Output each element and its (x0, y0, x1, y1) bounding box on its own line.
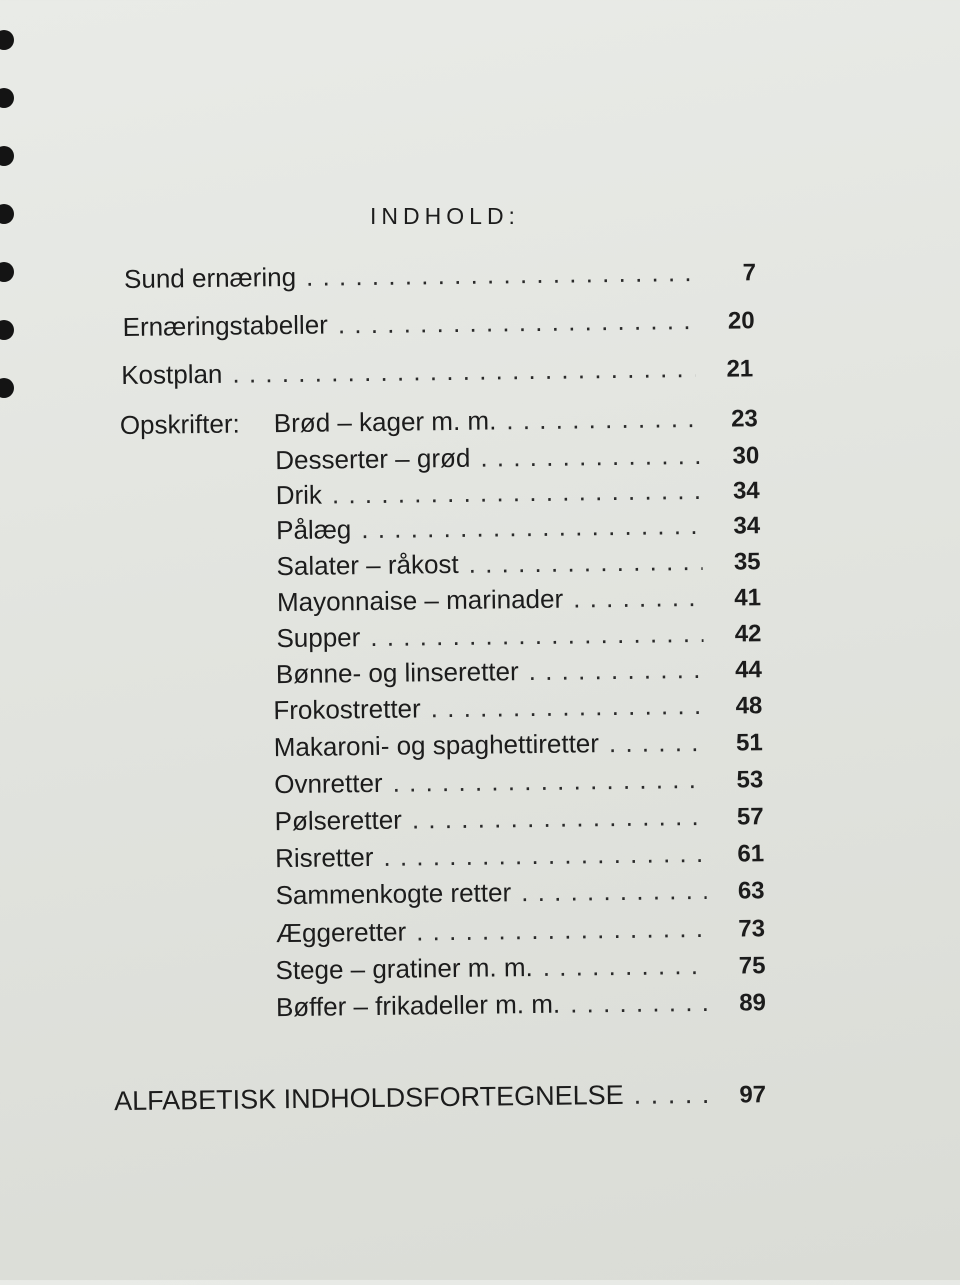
toc-entry-label: Pålæg (275, 514, 352, 546)
toc-entry-label: Sammenkogte retter (275, 877, 512, 911)
toc-entry-label: Drik (275, 479, 323, 511)
toc-row (275, 800, 764, 837)
toc-entry-label: Makaroni- og spaghettiretter (273, 728, 600, 763)
dot-leader (306, 257, 698, 293)
toc-entry-label: Salater – råkost (276, 548, 459, 582)
toc-page-number: 30 (732, 442, 760, 470)
toc-row (277, 581, 761, 618)
toc-entry-label: ALFABETISK INDHOLDSFORTEGNELSE (113, 1079, 624, 1117)
toc-entry-label: Kostplan (121, 358, 223, 390)
dot-leader (634, 1079, 709, 1111)
toc-page-number: 44 (735, 656, 763, 684)
recipes-label: Opskrifter: (119, 408, 240, 441)
toc-entry-label: Frokostretter (273, 693, 421, 726)
toc-entry-label: Ovnretter (274, 767, 383, 800)
dot-leader (570, 987, 708, 1020)
dot-leader (370, 618, 704, 653)
toc-row (274, 763, 763, 800)
dot-leader (416, 913, 707, 948)
dot-leader (543, 950, 708, 983)
toc-entry-label: Supper (276, 622, 361, 654)
toc-page-number: 23 (730, 405, 758, 433)
toc-row (275, 874, 764, 911)
toc-row (274, 726, 763, 763)
dot-leader (528, 654, 704, 687)
toc-entry-label: Sund ernæring (123, 261, 297, 294)
toc-row (124, 256, 756, 295)
toc-page-number: 34 (733, 512, 761, 540)
toc-row (121, 352, 753, 391)
toc-page-number: 20 (727, 307, 755, 335)
toc-page-number: 57 (736, 803, 764, 831)
toc-page-number: 89 (739, 989, 767, 1017)
page-title: INDHOLD: (370, 203, 520, 229)
toc-row (122, 304, 754, 343)
toc-page-number: 7 (742, 259, 757, 287)
toc-row (276, 986, 766, 1023)
toc-page-number: 73 (738, 915, 766, 943)
toc-entry-label: Pølseretter (274, 804, 403, 837)
toc-page-number: 53 (736, 766, 764, 794)
toc-page-number: 34 (732, 477, 760, 505)
toc-page-number: 61 (737, 840, 765, 868)
toc-page-number: 41 (734, 584, 762, 612)
toc-row (276, 653, 762, 690)
dot-leader (506, 403, 700, 436)
toc-page-number: 35 (733, 548, 761, 576)
dot-leader (392, 764, 705, 799)
toc-entry-label: Risretter (274, 841, 374, 874)
toc-row (276, 545, 760, 582)
dot-leader (609, 727, 705, 759)
toc-page-number: 75 (738, 952, 766, 980)
toc-page-number: 42 (734, 620, 762, 648)
toc-page-number: 51 (735, 729, 763, 757)
toc-entry-label: Æggeretter (275, 916, 407, 949)
toc-entry-label: Mayonnaise – marinader (276, 583, 564, 618)
dot-leader (361, 510, 702, 545)
dot-leader (383, 838, 706, 873)
toc-row (276, 617, 761, 654)
toc-entry-label: Bønne- og linseretter (275, 656, 519, 690)
toc-entry-label: Stege – gratiner m. m. (275, 952, 533, 986)
dot-leader (431, 690, 705, 724)
toc-entry-label: Ernæringstabeller (122, 309, 329, 342)
dot-leader (521, 875, 707, 908)
toc-entry-label: Bøffer – frikadeller m. m. (275, 988, 561, 1023)
dot-leader (480, 440, 701, 474)
toc-row (275, 837, 764, 874)
dot-leader (573, 582, 703, 615)
toc-row (275, 439, 759, 476)
toc-row-index (114, 1078, 766, 1117)
toc-entry-label: Desserter – grød (275, 442, 471, 476)
toc-page-number: 97 (739, 1081, 767, 1109)
dot-leader (232, 353, 695, 390)
dot-leader (412, 801, 706, 836)
toc-row (120, 402, 758, 441)
toc-page-number: 48 (735, 692, 763, 720)
toc-row (276, 509, 760, 546)
toc-row (275, 949, 765, 986)
dot-leader (468, 546, 702, 580)
dot-leader (338, 305, 697, 340)
toc-row (273, 689, 762, 726)
toc-page-number: 63 (737, 877, 765, 905)
toc-row (276, 912, 765, 949)
dot-leader (332, 475, 702, 511)
toc-row (276, 474, 760, 511)
toc-page-number: 21 (726, 355, 754, 383)
toc-entry-label: Brød – kager m. m. (273, 405, 497, 439)
